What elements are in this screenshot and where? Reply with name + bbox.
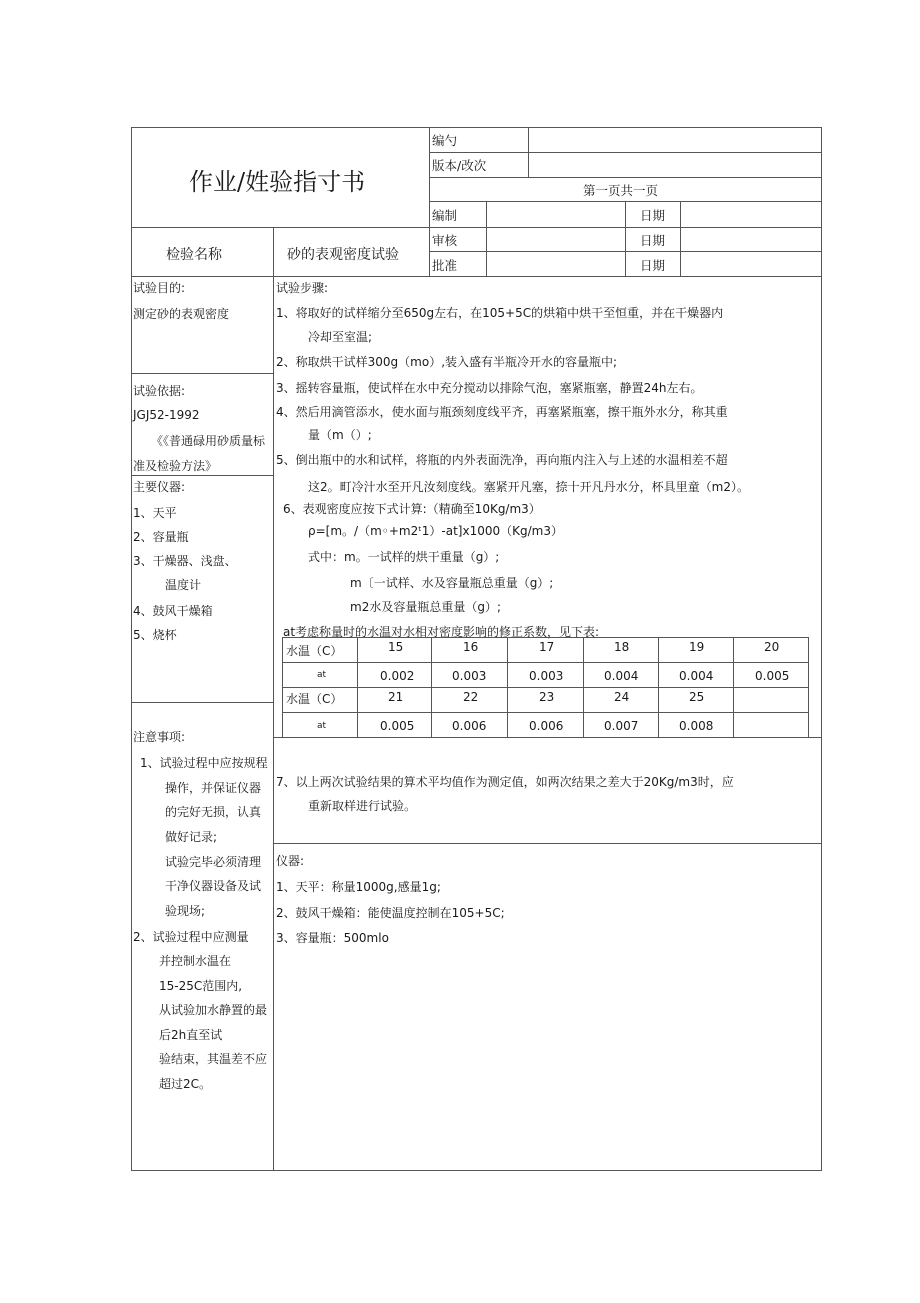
table-cell: 0.006 <box>529 719 564 733</box>
note-line: 15-25C范围内, <box>159 979 243 993</box>
test-name-value: 砂的表观密度试验 <box>287 247 399 263</box>
page-info: 第一页共一页 <box>583 183 659 198</box>
bianhao-label: 编勺 <box>432 133 458 148</box>
table-cell: 0.002 <box>380 669 415 683</box>
formula-where: 式中：m。一试样的烘干重量（g）; <box>308 550 500 564</box>
instrument-item: 2、容量瓶 <box>133 530 189 544</box>
table-cell: 16 <box>463 640 479 654</box>
note-line: 干净仪器设备及试 <box>165 879 262 893</box>
table-cell: 23 <box>539 690 555 704</box>
document-title: 作业/姓验指寸书 <box>189 168 366 196</box>
step-5: 5、倒出瓶中的水和试样，将瓶的内外表面洗净，再向瓶内注入与上述的水温相差不超 <box>276 453 728 467</box>
table-row-label: 水温（C） <box>286 644 343 658</box>
equipment-item: 1、天平：称量1000g,感量1g; <box>276 880 441 894</box>
table-cell: 0.003 <box>452 669 487 683</box>
instrument-item: 4、鼓风干燥箱 <box>133 604 213 618</box>
test-name-label: 检验名称 <box>166 247 222 263</box>
table-cell: 0.007 <box>604 719 639 733</box>
table-cell: 20 <box>764 640 780 654</box>
pizhun-label: 批准 <box>432 258 458 273</box>
date-label: 日期 <box>640 258 666 273</box>
table-row-label: at <box>317 721 327 731</box>
step-4: 4、然后用滴管添水，使水面与瓶颈刻度线平齐，再塞紧瓶塞，擦干瓶外水分，称其重 <box>276 405 728 419</box>
step-3: 3、摇转容量瓶，使试样在水中充分搅动以排除气泡，塞紧瓶塞，静置24h左右。 <box>276 381 703 395</box>
table-cell: 0.005 <box>755 669 790 683</box>
equipment-label: 仪器: <box>276 854 305 868</box>
instruments-label: 主要仪器: <box>133 480 186 494</box>
note-line: 后2h直至试 <box>159 1028 223 1042</box>
instrument-item: 3、干燥器、浅盘、 <box>133 554 237 568</box>
note-line: 1、试验过程中应按规程 <box>140 756 268 770</box>
table-cell: 17 <box>539 640 555 654</box>
equipment-item: 2、鼓风干燥箱：能使温度控制在105+5C; <box>276 906 505 920</box>
table-cell: 24 <box>614 690 630 704</box>
table-row-label: 水温（C） <box>286 692 343 706</box>
date-label: 日期 <box>640 208 666 223</box>
note-line: 验结束，其温差不应 <box>159 1052 268 1066</box>
step-5-cont: 这2。町冷汁水至开凡汝刻度线。塞紧开凡塞，捺十开凡丹水分，杯具里童（m2）。 <box>308 480 749 494</box>
table-row-label: at <box>317 670 327 680</box>
table-cell: 22 <box>463 690 479 704</box>
steps-label: 试验步骤: <box>276 281 329 295</box>
note-line: 的完好无损，认真 <box>165 805 262 819</box>
table-cell: 0.003 <box>529 669 564 683</box>
table-cell: 19 <box>689 640 705 654</box>
table-cell: 0.004 <box>604 669 639 683</box>
instrument-item: 温度计 <box>165 578 202 592</box>
step-6: 6、表观密度应按下式计算:（精确至10Kg/m3） <box>283 502 541 516</box>
note-line: 做好记录; <box>165 830 218 844</box>
basis-name-line2: 准及检验方法》 <box>133 459 218 473</box>
density-formula: ρ=[m。/（m◦+m2ᵗ1）-at]x1000（Kg/m3） <box>308 524 563 538</box>
note-line: 超过2C。 <box>159 1077 212 1091</box>
basis-standard: JGJ52-1992 <box>133 408 200 422</box>
date-label: 日期 <box>640 233 666 248</box>
basis-name-line1: 《《普通碌用砂质量标 <box>151 434 266 448</box>
step-7: 7、以上两次试验结果的算术平均值作为测定值，如两次结果之差大于20Kg/m3时，应 <box>276 775 734 789</box>
formula-m2: m2水及容量瓶总重量（g）; <box>350 600 501 614</box>
note-line: 试验完毕必须清理 <box>165 855 262 869</box>
note-line: 操作，并保证仪器 <box>165 781 262 795</box>
banben-label: 版本/改次 <box>432 158 487 173</box>
at-description: at考虑称量时的水温对水相对密度影响的修正系数，见下表: <box>283 625 600 639</box>
shenhe-label: 审核 <box>432 233 458 248</box>
instrument-item: 5、烧杯 <box>133 628 177 642</box>
table-cell: 25 <box>689 690 705 704</box>
instrument-item: 1、天平 <box>133 506 177 520</box>
table-cell: 0.005 <box>380 719 415 733</box>
table-cell: 0.008 <box>679 719 714 733</box>
note-line: 2、试验过程中应测量 <box>133 930 249 944</box>
note-line: 验现场; <box>165 904 206 918</box>
step-1: 1、将取好的试样缩分至650g左右，在105+5C的烘箱中烘干至恒重，并在干燥器内 <box>276 306 724 320</box>
table-cell: 21 <box>388 690 404 704</box>
equipment-item: 3、容量瓶：500mlo <box>276 931 389 945</box>
table-cell: 15 <box>388 640 404 654</box>
purpose-text: 测定砂的表观密度 <box>133 307 230 321</box>
notes-label: 注意事项: <box>133 730 186 744</box>
bianzhi-label: 编制 <box>432 208 458 223</box>
step-1-cont: 冷却至室温; <box>308 330 373 344</box>
step-4-cont: 量（m（）; <box>308 428 372 442</box>
step-2: 2、称取烘干试样300g（mo）,装入盛有半瓶冷开水的容量瓶中; <box>276 355 618 369</box>
table-cell: 0.004 <box>679 669 714 683</box>
table-cell: 0.006 <box>452 719 487 733</box>
step-7-cont: 重新取样进行试验。 <box>308 799 417 813</box>
formula-m1: m〔一试样、水及容量瓶总重量（g）; <box>350 576 554 590</box>
note-line: 从试验加水静置的最 <box>159 1003 268 1017</box>
basis-label: 试验依据: <box>133 384 186 398</box>
purpose-label: 试验目的: <box>133 281 186 295</box>
table-cell: 18 <box>614 640 630 654</box>
note-line: 并控制水温在 <box>159 954 232 968</box>
